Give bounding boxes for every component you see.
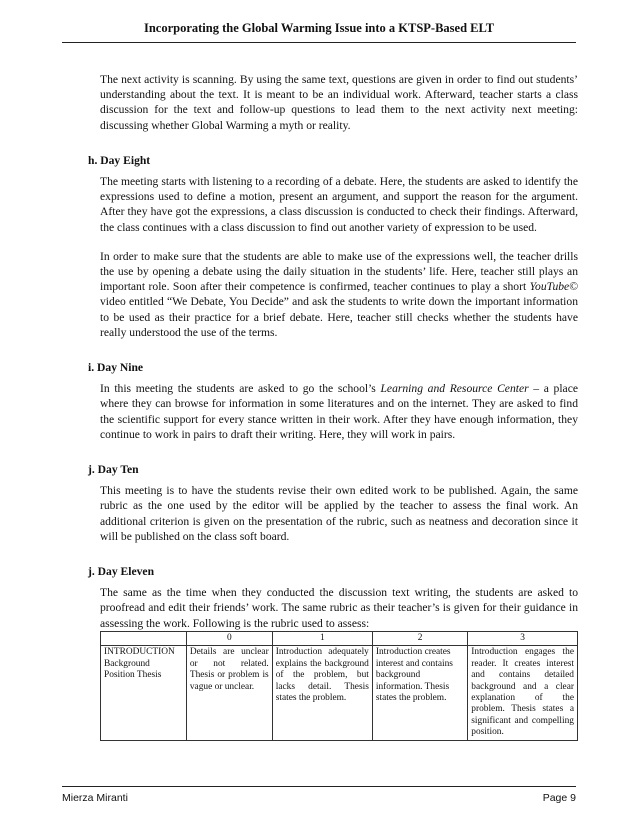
rubric-criterion: INTRODUCTION Background Position Thesis [101,646,187,740]
heading-day-nine: i. Day Nine [88,361,144,375]
day-nine-text-b: – a place where they can browse for information in some literatures and on the internet. They are asked to find the scientific support for every stance written in their work. After they have enough information, they continue to work in pairs to draft their writing. Here, they will work in pairs. [100,382,578,441]
footer-author: Mierza Miranti [62,792,128,804]
heading-day-eight: h. Day Eight [88,153,151,167]
rubric-score-3: Introduction engages the reader. It creates interest and contains detailed background and a clear explanation of the problem. Thesis states a significant and compelling position. [468,646,578,740]
page-footer [62,786,576,804]
learning-center-term: Learning and Resource Center [380,382,529,396]
rubric-header-cell: 2 [372,631,467,645]
day-nine-text-a: In this meeting the students are asked to go the school’s [100,382,381,396]
youtube-term: YouTube© [529,280,578,294]
day-eight-text-a: In order to make sure that the students are able to make use of the expressions well, the teacher drills the use by opening a debate using the daily situation in the students’ life. Here, teacher still plays an important role. Soon after their competence is confirmed, teacher continues to play a short [100,249,578,294]
day-eight-text-b: video entitled “We Debate, You Decide” and ask the students to write down the important information to be used as their practice for a brief debate. Here, teacher still checks whether the students have really understood the use of the terms. [100,295,578,339]
heading-day-ten: j. Day Ten [88,463,139,477]
paragraph-day-eight-2 [100,249,578,340]
rubric-header-cell: 3 [468,631,578,645]
paragraph-scanning: The next activity is scanning. By using the same text, questions are given in order to find out students’ understanding about the text. It is meant to be an individual work. Afterward, teacher starts a class discussion for the text and follow-up questions to lead them to the next activity next meeting: discussing whether Global Warming a myth or reality. [100,73,578,132]
footer-page-number: Page 9 [542,792,576,804]
page-header [62,18,576,43]
header-title: Incorporating the Global Warming Issue into a KTSP-Based ELT [143,21,495,35]
paragraph-day-eleven: The same as the time when they conducted the discussion text writing, the students are asked to proofread and edit their friends’ work. The same rubric as their teacher’s is given for their guidance in assessing the work. Following is the rubric used to assess: [100,586,578,630]
rubric-score-1: Introduction adequately explains the background of the problem, but lacks detail. Thesis states the problem. [272,646,372,740]
rubric-header-row [101,631,578,645]
rubric-header-cell: 1 [272,631,372,645]
paragraph-day-ten: This meeting is to have the students revise their own edited work to be published. Again, the same rubric as the one used by the editor will be applied by the teacher to assess the final work. An additional criterion is given on the presentation of the rubric, such as neatness and decoration since it will be published on the class soft board. [100,484,578,543]
heading-day-eleven: j. Day Eleven [88,565,155,579]
rubric-row [101,646,578,740]
rubric-header-cell: 0 [186,631,272,645]
rubric-table [100,631,578,741]
page-body [64,72,578,741]
rubric-score-2: Introduction creates interest and contains background information. Thesis states the problem. [372,646,467,740]
rubric-score-0: Details are unclear or not related. Thesis or problem is vague or unclear. [186,646,272,740]
paragraph-day-eight-1: The meeting starts with listening to a recording of a debate. Here, the students are asked to identify the expressions used to define a motion, present an argument, and support the reason for the argument. After they have got the expressions, a class discussion is conducted to check their findings. Afterward, the class continues with a class discussion to find out another variety of expression to be used. [100,175,578,234]
rubric-header-cell [101,631,187,645]
paragraph-day-nine [100,381,578,442]
